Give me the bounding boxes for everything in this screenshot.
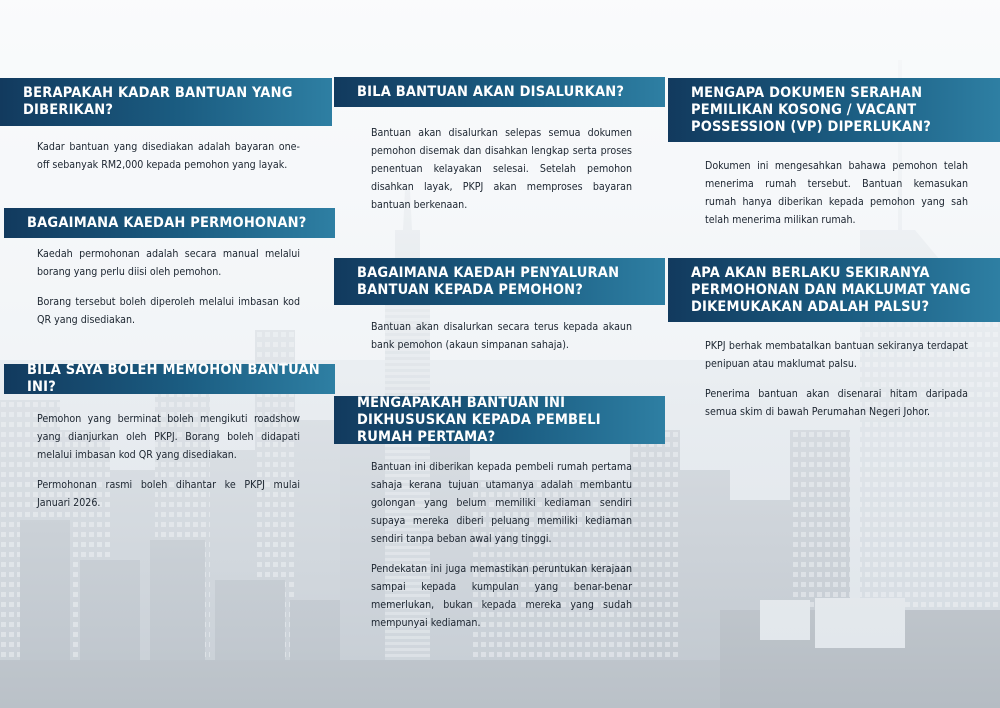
section-body bbox=[705, 157, 968, 229]
paragraph: Permohonan rasmi boleh dihantar ke PKPJ mulai Januari 2026. bbox=[37, 479, 300, 509]
paragraph: Kadar bantuan yang disediakan adalah bayaran one-off sebanyak RM2,000 kepada pemohon yang layak. bbox=[37, 141, 300, 171]
section-heading: BILA BANTUAN AKAN DISALURKAN? bbox=[334, 77, 665, 107]
section-body bbox=[705, 337, 968, 421]
paragraph: Pendekatan ini juga memastikan peruntukan kerajaan sampai kepada kumpulan yang benar-benar memerlukan, bukan kepada mereka yang sudah mempunyai kediaman. bbox=[371, 563, 632, 629]
section-heading: BAGAIMANA KAEDAH PERMOHONAN? bbox=[4, 208, 335, 238]
section-heading: BAGAIMANA KAEDAH PENYALURAN BANTUAN KEPADA PEMOHON? bbox=[334, 258, 665, 305]
section-heading: BERAPAKAH KADAR BANTUAN YANG DIBERIKAN? bbox=[0, 78, 332, 126]
section-heading: MENGAPAKAH BANTUAN INI DIKHUSUSKAN KEPADA PEMBELI RUMAH PERTAMA? bbox=[334, 396, 665, 444]
section-body bbox=[371, 318, 632, 354]
paragraph: Bantuan akan disalurkan secara terus kepada akaun bank pemohon (akaun simpanan sahaja). bbox=[371, 321, 632, 351]
section-heading: MENGAPA DOKUMEN SERAHAN PEMILIKAN KOSONG / VACANT POSSESSION (VP) DIPERLUKAN? bbox=[668, 78, 1000, 142]
paragraph: Pemohon yang berminat boleh mengikuti roadshow yang dianjurkan oleh PKPJ. Borang boleh didapati melalui imbasan kod QR yang disediakan. bbox=[37, 413, 300, 461]
paragraph: Bantuan akan disalurkan selepas semua dokumen pemohon disemak dan disahkan lengkap serta proses penentuan kelayakan selesai. Setelah pemohon disahkan layak, PKPJ akan memproses bayaran bantuan berkenaan. bbox=[371, 127, 632, 211]
section-body bbox=[37, 245, 300, 329]
paragraph: PKPJ berhak membatalkan bantuan sekiranya terdapat penipuan atau maklumat palsu. bbox=[705, 340, 968, 370]
section-body bbox=[371, 124, 632, 214]
section-heading: BILA SAYA BOLEH MEMOHON BANTUAN INI? bbox=[4, 364, 335, 394]
paragraph: Bantuan ini diberikan kepada pembeli rumah pertama sahaja kerana tujuan utamanya adalah membantu golongan yang belum memiliki kediaman sendiri supaya mereka diberi peluang memiliki kediaman sendiri tanpa beban awal yang tinggi. bbox=[371, 461, 632, 545]
section-body bbox=[37, 138, 300, 174]
paragraph: Dokumen ini mengesahkan bahawa pemohon telah menerima rumah tersebut. Bantuan kemasukan rumah hanya diberikan kepada pemohon yang sah telah menerima milikan rumah. bbox=[705, 160, 968, 226]
section-body bbox=[371, 458, 632, 632]
paragraph: Kaedah permohonan adalah secara manual melalui borang yang perlu diisi oleh pemohon. bbox=[37, 248, 300, 278]
paragraph: Penerima bantuan akan disenarai hitam daripada semua skim di bawah Perumahan Negeri Johor. bbox=[705, 388, 968, 418]
section-body bbox=[37, 410, 300, 512]
paragraph: Borang tersebut boleh diperoleh melalui imbasan kod QR yang disediakan. bbox=[37, 296, 300, 326]
section-heading: APA AKAN BERLAKU SEKIRANYA PERMOHONAN DAN MAKLUMAT YANG DIKEMUKAKAN ADALAH PALSU? bbox=[668, 258, 1000, 322]
